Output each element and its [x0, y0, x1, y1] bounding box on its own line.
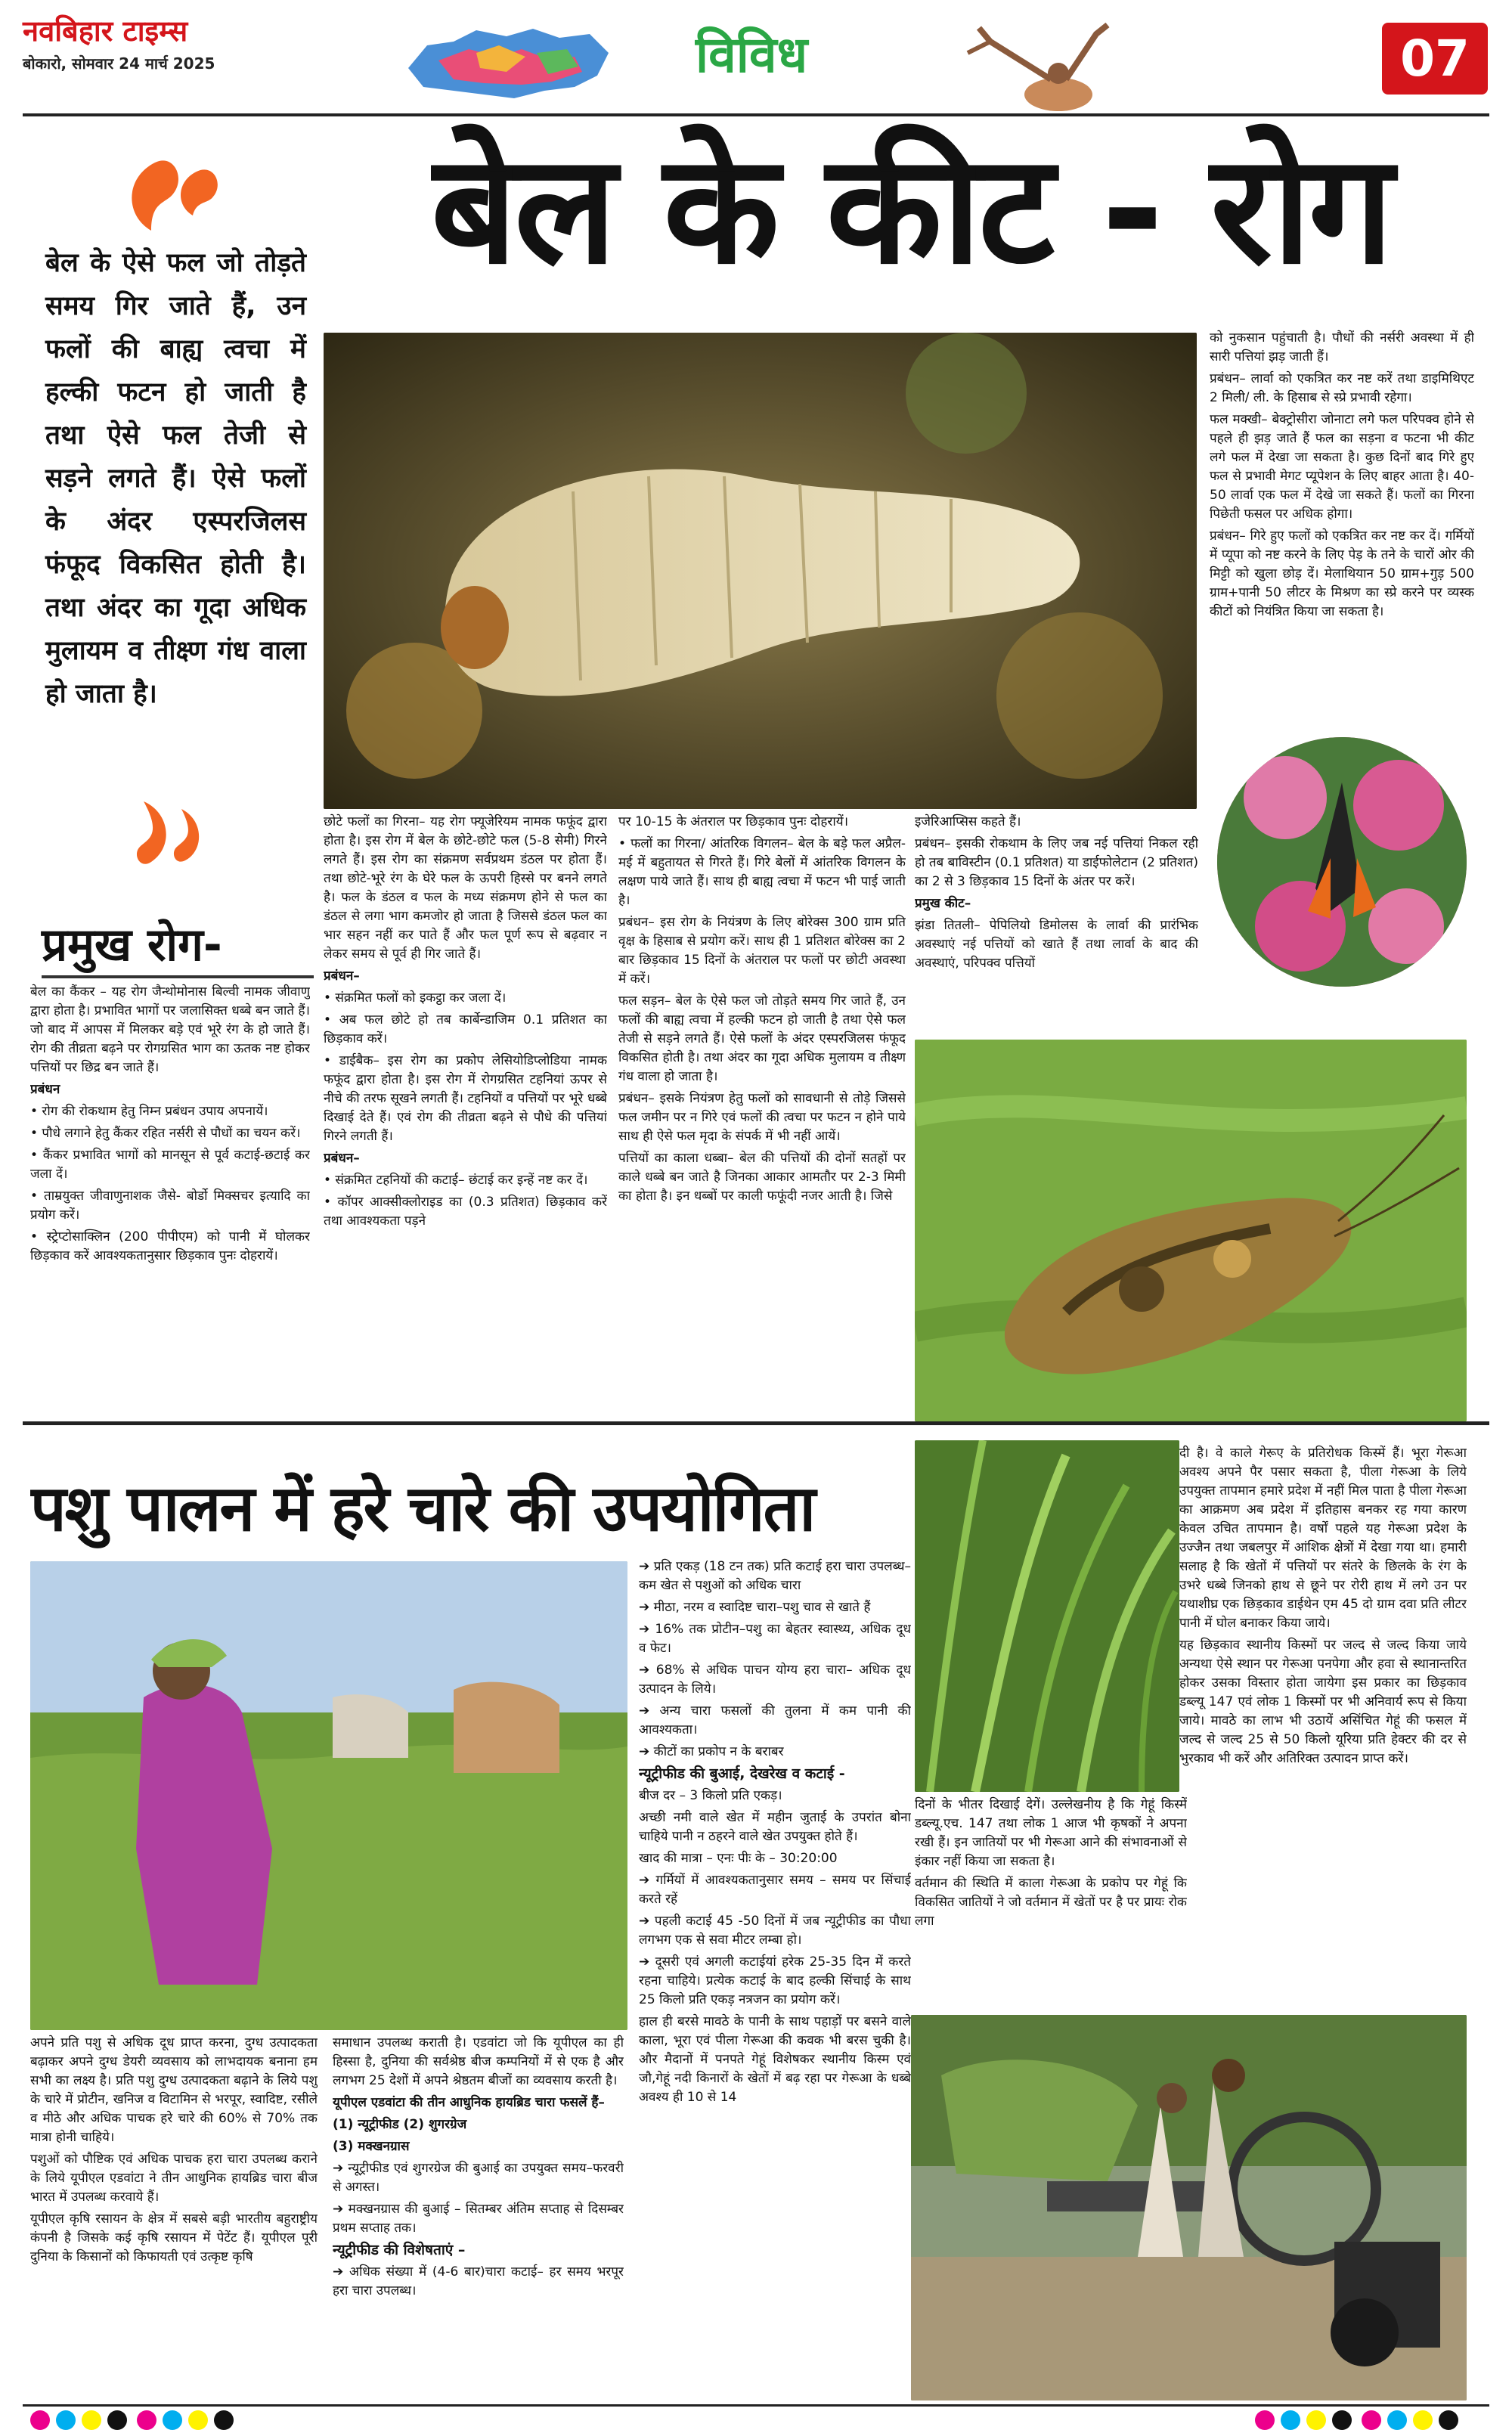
article2-column-3: ➔ प्रति एकड़ (18 टन तक) प्रति कटाई हरा चारा उपलब्ध– कम खेत से पशुओं को अधिक चारा ➔ मीठा, नरम व स्वादिष्ट चारा–पशु चाव से खाते हैं ➔ 16% तक प्रोटीन–पशु का बेहतर स्वास्थ्य, अधिक दूध व फेट। ➔ 68% से अधिक पाचन योग्य हरा चारा– अधिक दूध उत्पादन के लिये। ➔ अन्य चारा फसलों की तुलना में कम पानी की आवश्यकता। ➔ कीटों का प्रकोप न के बराबर न्यूट्रीफीड की बुआई, देखरेख व कटाई - बीज दर – 3 किलो प्रति एकड़। अच्छी नमी वाले खेत में महीन जुताई के उपरांत बोना चाहिये पानी न ठहरने वाले खेत उपयुक्त होते हैं। खाद की मात्रा – एनः पीः के – 30:20:00 ➔ गर्मियों में आवश्यकतानुसार समय – समय पर सिंचाई करते रहें ➔ पहली कटाई 45 -50 दिनों में जब न्यूट्रीफीड का पौधा लगभग एक से सवा मीटर लम्बा हो। ➔ दूसरी एवं अगली कटाईयां हरेक 25-35 दिन में करते रहना चाहिये। प्रत्येक कटाई के बाद हल्की सिंचाई के साथ 25 किलो प्रति एकड़ नत्रजन का प्रयोग करें। हाल ही बरसे मावठे के पानी के साथ पहाड़ों पर बसने वाले काला, भूरा एवं पीला गेरूआ की कवक भी बरस चुकी है। और मैदानों में पनपते गेहूं विशेषकर स्थानीय किस्म एवं जौ,गेहूं नदी किनारों के खेतों में बढ़ रहा पर गेरूआ के धब्बे अवश्य ही 10 से 14: [639, 1559, 911, 2105]
section-title: विविध: [696, 26, 808, 84]
subhead-major-diseases: प्रमुख रोग-: [42, 915, 314, 978]
article1-column-4: इजेरिआप्सिस कहते हैं। प्रबंधन– इसकी रोकथाम के लिए जब नई पत्तियां निकल रही हो तब बाविस्टीन (0.1 प्रतिशत) या डाईफोलेटान (2 प्रतिशत) का 2 से 3 छिड़काव 15 दिनों के अंतर पर करें। प्रमुख कीट– झंडा तितली– पेपिलियो डिमोलस के लार्वा की प्रारंभिक अवस्थाएं नई पत्तियों को खाते हैं तथा लार्वा के बाद की अवस्थाएं, परिपक्व पत्तियों: [915, 814, 1198, 971]
registration-marks-right: [1255, 2410, 1464, 2433]
article2-column-5: दी है। वे काले गेरूए के प्रतिरोधक किस्में हैं। भूरा गेरूआ अवश्य अपने पैर पसार सकता है, पीला गेरूआ के लिये उपयुक्त तापमान हमारे प्रदेश में नहीं मिल पाता है पीला गेरूआ का आक्रमण अब प्रदेश में इतिहास बनकर रह गया कारण केवल उचित तापमान है। वर्षों पहले यह गेरूआ प्रदेश के उज्जैन तथा जबलपुर में आंशिक क्षेत्रों में देखा गया था। हमारी सलाह है कि खेतों में पत्तियों पर संतरे के छिलके के रंग के उभरे धब्बे जिनको हाथ से छूने पर रोरी हाथ में लगे उन पर यथाशीघ्र एक छिड़काव डाईथेन एम 45 दो ग्राम दवा प्रति लीटर पानी में घोल बनाकर किया जाये। यह छिड़काव स्थानीय किस्मों पर जल्द से जल्द किया जाये अन्यथा ऐसे स्थान पर गेरूआ पनपेगा और हवा से स्थानान्तरित होकर उसका विस्तार होता जायेगा इस प्रकार का छिड़काव डब्ल्यू 147 एवं लोक 1 किस्मों पर भी अनिवार्य रूप से किया जाये। मावठे का लाभ भी उठायें असिंचित गेहूं की फसल में जल्द से जल्द 25 से 50 किलो यूरिया प्रति हेक्टर की दर से भुरकाव भी करें और अतिरिक्त उत्पादन प्राप्त करें।: [1179, 1446, 1467, 1766]
article2-column-4: दिनों के भीतर दिखाई देगें। उल्लेखनीय है कि गेहूं किस्में डब्ल्यू.एच. 147 तथा लोक 1 आज भी कृषकों ने अपना रखी हैं। इन जातियों पर भी गेरूआ आने की संभावनाओं से इंकार नहीं किया जा सकता है। वर्तमान की स्थिति में काला गेरूआ के प्रकोप पर गेहूं कि विकसित जातियों ने जो वर्तमान में खेतों पर है पर प्रायः रोक लगा: [915, 1797, 1187, 1929]
opening-quote-mark: [121, 132, 234, 238]
leaping-figure-graphic: [945, 11, 1119, 113]
page-number: 07: [1400, 29, 1470, 88]
moth-photo: [915, 1040, 1467, 1421]
article1-column-3: पर 10-15 के अंतराल पर छिड़काव पुनः दोहरायें। • फलों का गिरना/ आंतरिक विगलन– बेल के बड़े फल अप्रैल-मई में बहुतायत से गिरते हैं। गिरे बेलों में आंतरिक विगलन के लक्षण पाये जाते हैं। साथ ही बाह्य त्वचा में फटन भी पाई जाती है। प्रबंधन– इस रोग के नियंत्रण के लिए बोरेक्स 300 ग्राम प्रति वृक्ष के हिसाब से प्रयोग करें। साथ ही 1 प्रतिशत बोरेक्स का 2 बार छिड़काव 15 दिनों के अंतराल पर फलों पर छोटी अवस्था में करें। फल सड़न– बेल के ऐसे फल जो तोड़ते समय गिर जाते हैं, उन फलों की बाह्य त्वचा में हल्की फटन हो जाती है तथा ऐसे फल तेजी से सड़ने लगते हैं। ऐसे फलों के अंदर एस्परजिलस फंफूद विकसित होती है। तथा अंदर का गूदा अधिक मुलायम व तीक्ष्ण गंध वाला हो जाता है। प्रबंधन– इसके नियंत्रण हेतु फलों को सावधानी से तोड़े जिससे फल जमीन पर न गिरे एवं फलों की त्वचा पर फटन न होने पाये साथ ही ऐसे फल मृदा के संपर्क में भी नहीं आयें। पत्तियों का काला धब्बा– बेल की पत्तियों की दोनों सतहों पर काले धब्बे बन जाते है जिनका आकार आमतौर पर 2-3 मिमी का होता है। इन धब्बों पर काली फफूंदी नजर आती है। जिसे: [618, 814, 906, 1204]
green-fodder-grass-photo: [915, 1440, 1179, 1792]
registration-marks-left: [30, 2410, 240, 2433]
woman-cattle-field-photo: [30, 1561, 627, 2030]
article1-column-1: बेल का कैंकर – यह रोग जैन्थोमोनास बिल्वी नामक जीवाणु द्वारा होता है। प्रभावित भागों पर जलासिक्त धब्बे बन जाते हैं। जो बाद में आपस में मिलकर बड़े एवं भूरे रंग के हो जाते हैं। रोग की तीव्रता बढ़ने पर रोगग्रसित भाग का ऊतक नष्ट होकर पत्तियों पर छिद्र बन जाते हैं। प्रबंधन • रोग की रोकथाम हेतु निम्न प्रबंधन उपाय अपनायें। • पौधे लगाने हेतु कैंकर रहित नर्सरी से पौधों का चयन करें। • कैंकर प्रभावित भागों को मानसून से पूर्व कटाई-छटाई कर जला दें। • ताम्रयुक्त जीवाणुनाशक जैसे- बोर्डो मिक्सचर इत्यादि का प्रयोग करें। • स्ट्रेप्टोसाक्लिन (200 पीपीएम) को पानी में घोलकर छिड़काव करें आवश्यकतानुसार छिड़काव पुनः दोहरायें।: [30, 984, 310, 1263]
chaff-cutter-machine-photo: [911, 2015, 1467, 2400]
pull-quote: बेल के ऐसे फल जो तोड़ते समय गिर जाते हैं, उन फलों की बाह्य त्वचा में हल्की फटन हो जाती है तथा ऐसे फल तेजी से सड़ने लगते हैं। ऐसे फलों के अंदर एस्परजिलस फंफूद विकसित होती है। तथा अंदर का गूदा अधिक मुलायम व तीक्ष्ण गंध वाला हो जाता है।: [45, 248, 306, 709]
article2-headline: पशु पालन में हरे चारे की उपयोगिता: [30, 1471, 815, 1545]
paper-name: नवबिहार टाइम्स: [23, 14, 188, 48]
article1-column-5: को नुकसान पहुंचाती है। पौधों की नर्सरी अवस्था में ही सारी पत्तियां झड़ जाती हैं। प्रबंधन– लार्वा को एकत्रित कर नष्ट करें तथा डाइमिथिएट 2 मिली/ ली. के हिसाब से स्प्रे प्रभावी रहेगा। फल मक्खी– बेक्ट्रोसीरा जोनाटा लगे फल परिपक्व होने से पहले ही झड़ जाते हैं फल का सड़ना व फटना भी कीट लगे फल में देखा जा सकता है। कुछ दिनों बाद गिरे हुए फल से प्रभावी मेगट प्यूपेशन के लिए बाहर आता है। 40-50 लार्वा एक फल में देखे जा सकते हैं। फलों का गिरना पिछेती फसल पर अधिक होगा। प्रबंधन– गिरे हुए फलों को एकत्रित कर नष्ट कर दें। गर्मियों में प्यूपा को नष्ट करने के लिए पेड़ के तने के चारों ओर की मिट्टी को खुला छोड़ दें। मेलाथियान 50 ग्राम+गुड़ 500 ग्राम+पानी 50 लीटर के मिश्रण का स्प्रे करने पर व्यस्क कीटों को नियंत्रित किया जा सकता है।: [1210, 330, 1474, 619]
article1-column-2: छोटे फलों का गिरना– यह रोग फ्यूजेरियम नामक फफूंद द्वारा होता है। इस रोग में बेल के छोटे-छोटे फल (5-8 सेमी) गिरने लगते हैं। इस रोग का संक्रमण सर्वप्रथम डंठल पर होता हैं। तथा छोटे-भूरे रंग के घेरे फल के ऊपरी हिस्से पर बनने लगते है। फल के डंठल व फल के मध्य संक्रमण होने से फल का डंठल से लगा भाग कमजोर हो जाता है जिससे डंठल फल का भार सहन नहीं कर पाते हैं और फल पूर्ण रूप से बढ़वार न लेकर समय से पूर्व ही गिर जाते हैं। प्रबंधन– • संक्रमित फलों को इकट्ठा कर जला दें। • अब फल छोटे हो तब कार्बेन्डाजिम 0.1 प्रतिशत का छिड़काव करें। • डाईबैक– इस रोग का प्रकोप लेसियोडिप्लोडिया नामक फफूंद द्वारा होता है। इस रोग में रोगग्रसित टहनियां ऊपर से नीचे की तरफ सूखने लगती हैं। टहनियों व पत्तियों पर भूरे धब्बे दिखाई देते हैं। एवं रोग की तीव्रता बढ़ने से पौधे की पत्तियां गिरने लगती हैं। प्रबंधन– • संक्रमित टहनियों की कटाई– छंटाई कर इन्हें नष्ट कर दें। • कॉपर आक्सीक्लोराइड का (0.3 प्रतिशत) छिड़काव करें तथा आवश्यकता पड़ने: [324, 814, 607, 1229]
bihar-map-graphic: [393, 15, 620, 110]
closing-quote-mark: [129, 794, 227, 885]
article1-headline: बेल के कीट - रोग: [431, 122, 1391, 298]
header-rule: [23, 113, 1489, 116]
article2-column-1: अपने प्रति पशु से अधिक दूध प्राप्त करना, दुग्ध उत्पादकता बढ़ाकर अपने दुग्ध डेयरी व्यवसाय को लाभदायक बनाना हम सभी का लक्ष्य है। प्रति पशु दुग्ध उत्पादकता बढ़ाने के लिये पशु के चारे में प्रोटीन, खनिज व विटामिन से भरपूर, स्वादिष्ट, रसीले व मीठे और अधिक पाचक हरे चारे की 60% से 70% तक मात्रा होनी चाहिये। पशुओं को पौष्टिक एवं अधिक पाचक हरा चारा उपलब्ध कराने के लिये यूपीएल एडवांटा ने तीन आधुनिक हायब्रिड चारा बीज भारत में उपलब्ध करवाये हैं। यूपीएल कृषि रसायन के क्षेत्र में सबसे बड़ी भारतीय बहुराष्ट्रीय कंपनी है जिसके कई कृषि रसायन में पेटेंट हैं। यूपीएल पूरी दुनिया के किसानों को किफायती एवं उत्कृष्ट कृषि: [30, 2035, 318, 2264]
footer-rule: [23, 2404, 1489, 2407]
article2-column-2: समाधान उपलब्ध कराती है। एडवांटा जो कि यूपीएल का ही हिस्सा है, दुनिया की सर्वश्रेष्ठ बीज कम्पनियों में से एक है और लगभग 25 देशों में अपने श्रेष्ठतम बीजों का व्यवसाय करती है। यूपीएल एडवांटा की तीन आधुनिक हायब्रिड चारा फसलें हैं– (1) न्यूट्रीफीड (2) शुगरग्रेज (3) मक्खनग्रास ➔ न्यूट्रीफीड एवं शुगरग्रेज की बुआई का उपयुक्त समय–फरवरी से अगस्त। ➔ मक्खनग्रास की बुआई – सितम्बर अंतिम सप्ताह से दिसम्बर प्रथम सप्ताह तक। न्यूट्रीफीड की विशेषताएं – ➔ अधिक संख्या में (4-6 बार)चारा कटाई– हर समय भरपूर हरा चारा उपलब्ध।: [333, 2035, 624, 2298]
article-divider: [23, 1421, 1489, 1425]
butterfly-on-flower-photo: [1217, 737, 1467, 987]
dateline: बोकारो, सोमवार 24 मार्च 2025: [23, 54, 215, 73]
caterpillar-photo: [324, 333, 1197, 809]
page-number-badge: [1382, 23, 1488, 95]
masthead: [23, 14, 272, 97]
